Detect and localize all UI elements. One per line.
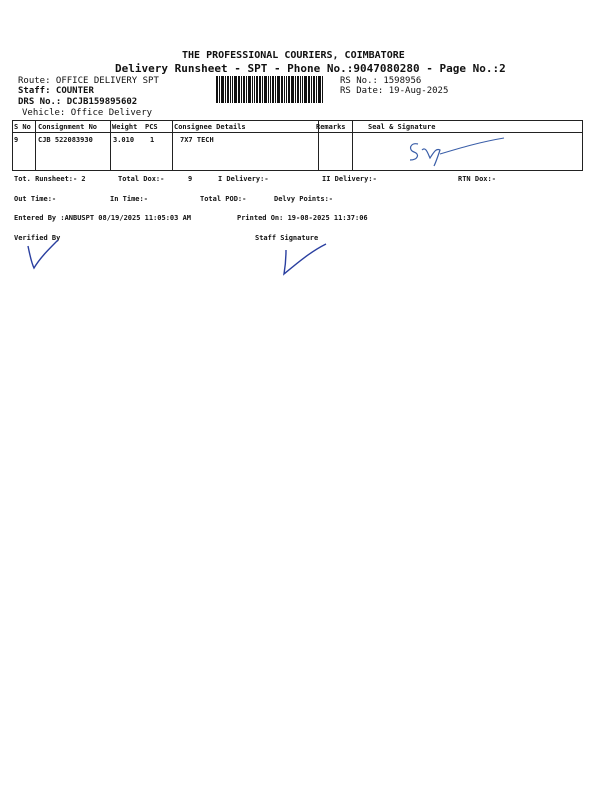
verified-by-label: Verified By — [14, 234, 61, 242]
runsheet-title: Delivery Runsheet - SPT - Phone No.:9047080280 - Page No.:2 — [115, 62, 506, 75]
out-time: Out Time:- — [14, 195, 57, 203]
in-time: In Time:- — [110, 195, 148, 203]
handwritten-check-icon — [280, 238, 330, 278]
cell-weight: 3.010 — [113, 136, 135, 144]
col-divider — [110, 120, 111, 170]
rs-date: RS Date: 19-Aug-2025 — [340, 86, 449, 96]
drs-number: DRS No.: DCJB159895602 — [18, 97, 138, 107]
col-header-weight: Weight — [112, 123, 138, 131]
total-dox-label: Total Dox:- — [118, 175, 165, 183]
col-header-pcs: PCS — [145, 123, 158, 131]
staff-label: Staff: COUNTER — [18, 86, 94, 96]
col-header-consignment: Consignment No — [38, 123, 98, 131]
col-header-remarks: Remarks — [316, 123, 346, 131]
col-divider — [582, 120, 583, 170]
company-name: THE PROFESSIONAL COURIERS, COIMBATORE — [182, 50, 405, 61]
i-delivery: I Delivery:- — [218, 175, 269, 183]
cell-consignment: CJB 522083930 — [38, 136, 93, 144]
total-dox-value: 9 — [188, 175, 193, 183]
col-divider — [35, 120, 36, 170]
col-header-consignee: Consignee Details — [174, 123, 246, 131]
staff-signature-label: Staff Signature — [255, 234, 319, 242]
barcode-icon — [216, 76, 324, 103]
cell-pcs: 1 — [150, 136, 155, 144]
entered-by: Entered By :ANBUSPT 08/19/2025 11:05:03 AM — [14, 214, 192, 222]
col-divider — [12, 120, 13, 170]
delvy-points: Delvy Points:- — [274, 195, 334, 203]
cell-consignee: 7X7 TECH — [180, 136, 214, 144]
col-divider — [172, 120, 173, 170]
rtn-dox: RTN Dox:- — [458, 175, 496, 183]
handwritten-signature-icon — [400, 132, 510, 172]
handwritten-check-icon — [22, 236, 62, 276]
col-header-sno: S No — [14, 123, 31, 131]
ii-delivery: II Delivery:- — [322, 175, 377, 183]
rs-number: RS No.: 1598956 — [340, 76, 422, 86]
route-label: Route: OFFICE DELIVERY SPT — [18, 76, 159, 86]
tot-runsheet: Tot. Runsheet:- 2 — [14, 175, 86, 183]
table-top-border — [12, 120, 583, 121]
total-pod: Total POD:- — [200, 195, 247, 203]
col-divider — [352, 120, 353, 170]
printed-on: Printed On: 19-08-2025 11:37:06 — [237, 214, 368, 222]
vehicle-label: Vehicle: Office Delivery — [22, 108, 153, 118]
cell-sno: 9 — [14, 136, 19, 144]
col-header-seal: Seal & Signature — [368, 123, 436, 131]
